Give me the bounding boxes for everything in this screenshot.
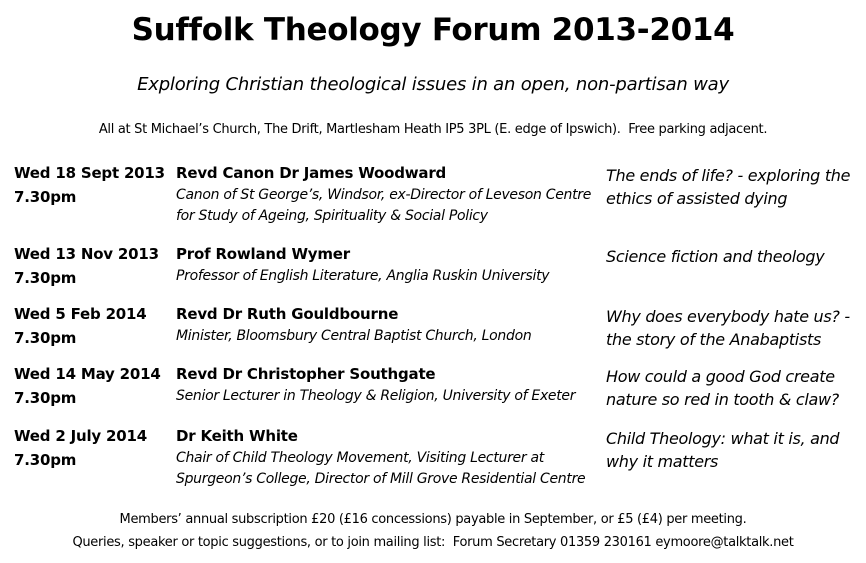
event-time: 7.30pm — [14, 269, 77, 287]
event-date: Wed 2 July 2014 — [14, 427, 147, 445]
event-topic: Why does everybody hate us? - the story of the Anabaptists — [606, 307, 850, 349]
event-speaker: Revd Dr Ruth Gouldbourne — [176, 305, 399, 323]
page-subtitle: Exploring Christian theological issues in an open, non-partisan way — [137, 74, 729, 95]
event-speaker-role: Professor of English Literature, Anglia Ruskin University — [176, 268, 550, 284]
event-date: Wed 14 May 2014 — [14, 365, 161, 383]
event-date: Wed 18 Sept 2013 — [14, 164, 165, 182]
venue-info: All at St Michael’s Church, The Drift, Martlesham Heath IP5 3PL (E. edge of Ipswich). Free parking adjacent. — [98, 122, 768, 137]
subscription-info: Members’ annual subscription £20 (£16 concessions) payable in September, or £5 (£4) per meeting. — [119, 512, 747, 527]
event-time: 7.30pm — [14, 329, 77, 347]
event-speaker-role: Minister, Bloomsbury Central Baptist Church, London — [176, 328, 532, 344]
event-topic: How could a good God create nature so red in tooth & claw? — [606, 367, 839, 409]
event-topic: Child Theology: what it is, and why it matters — [606, 429, 840, 471]
event-time: 7.30pm — [14, 451, 77, 469]
event-time: 7.30pm — [14, 188, 77, 206]
event-speaker: Prof Rowland Wymer — [176, 245, 350, 263]
event-speaker-role: Senior Lecturer in Theology & Religion, University of Exeter — [176, 388, 576, 404]
page-title: Suffolk Theology Forum 2013-2014 — [131, 12, 735, 48]
event-topic: The ends of life? - exploring the ethics of assisted dying — [606, 166, 851, 208]
event-topic: Science fiction and theology — [606, 247, 825, 266]
event-speaker: Revd Canon Dr James Woodward — [176, 164, 447, 182]
event-date: Wed 5 Feb 2014 — [14, 305, 147, 323]
event-speaker-role: Chair of Child Theology Movement, Visiting Lecturer at Spurgeon’s College, Director of Mill Grove Residential Centre — [176, 450, 586, 487]
event-date: Wed 13 Nov 2013 — [14, 245, 159, 263]
event-speaker-role: Canon of St George’s, Windsor, ex-Director of Leveson Centre for Study of Ageing, Spirituality & Social Policy — [176, 187, 592, 224]
contact-info: Queries, speaker or topic suggestions, or to join mailing list: Forum Secretary 01359 230161 eymoore@talktalk.net — [72, 535, 794, 550]
event-time: 7.30pm — [14, 389, 77, 407]
event-speaker: Revd Dr Christopher Southgate — [176, 365, 436, 383]
event-speaker: Dr Keith White — [176, 427, 298, 445]
